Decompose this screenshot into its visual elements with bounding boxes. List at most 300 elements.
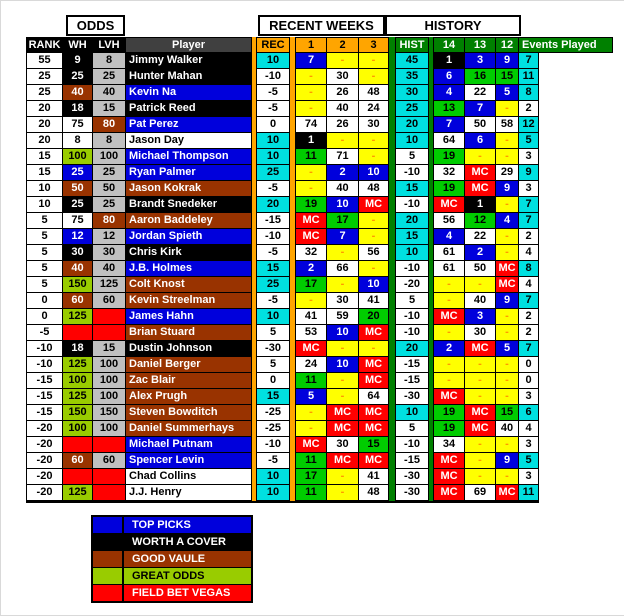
year-2013-finish-cell[interactable]: - (465, 453, 496, 469)
rank-cell[interactable]: -20 (26, 437, 63, 453)
week3-finish-cell[interactable]: - (359, 341, 389, 357)
rank-cell[interactable]: -20 (26, 453, 63, 469)
week1-finish-cell[interactable]: 17 (295, 469, 327, 485)
rank-cell[interactable]: 20 (26, 101, 63, 117)
player-name-cell[interactable]: Alex Prugh (126, 389, 252, 405)
year-2012-finish-cell[interactable]: - (496, 357, 519, 373)
hist-score-cell[interactable]: 20 (395, 213, 429, 229)
wh-odds-cell[interactable]: 125 (63, 485, 93, 501)
hist-score-cell[interactable]: 20 (395, 341, 429, 357)
rec-score-cell[interactable]: 20 (256, 197, 290, 213)
wh-odds-cell[interactable] (63, 325, 93, 341)
lvh-odds-cell[interactable] (93, 469, 126, 485)
events-played-cell[interactable]: 8 (519, 261, 539, 277)
lvh-odds-cell[interactable]: 30 (93, 245, 126, 261)
lvh-odds-cell[interactable] (93, 325, 126, 341)
events-played-cell[interactable]: 0 (519, 373, 539, 389)
player-name-cell[interactable]: Jason Day (126, 133, 252, 149)
year-2014-finish-cell[interactable]: 7 (433, 117, 465, 133)
year-2012-finish-cell[interactable]: MC (496, 261, 519, 277)
week3-finish-cell[interactable]: - (359, 53, 389, 69)
year-2014-finish-cell[interactable]: 4 (433, 85, 465, 101)
year-2014-finish-cell[interactable]: 1 (433, 53, 465, 69)
rec-score-cell[interactable]: -5 (256, 181, 290, 197)
year-2012-finish-cell[interactable]: 9 (496, 453, 519, 469)
rec-score-cell[interactable]: -10 (256, 229, 290, 245)
wh-odds-cell[interactable]: 150 (63, 277, 93, 293)
week1-finish-cell[interactable]: - (295, 165, 327, 181)
year-2014-finish-cell[interactable]: - (433, 277, 465, 293)
player-name-cell[interactable]: Hunter Mahan (126, 69, 252, 85)
lvh-odds-cell[interactable]: 80 (93, 117, 126, 133)
year-2014-finish-cell[interactable]: - (433, 357, 465, 373)
hist-score-cell[interactable]: 10 (395, 133, 429, 149)
events-played-cell[interactable]: 4 (519, 277, 539, 293)
lvh-odds-cell[interactable]: 15 (93, 101, 126, 117)
year-2013-finish-cell[interactable]: MC (465, 165, 496, 181)
week3-finish-cell[interactable]: - (359, 133, 389, 149)
rank-cell[interactable]: 20 (26, 133, 63, 149)
wh-odds-cell[interactable]: 75 (63, 213, 93, 229)
week2-finish-cell[interactable]: - (327, 373, 359, 389)
week2-finish-cell[interactable]: - (327, 53, 359, 69)
year-2014-finish-cell[interactable]: 19 (433, 405, 465, 421)
week1-finish-cell[interactable]: - (295, 405, 327, 421)
events-played-cell[interactable]: 7 (519, 293, 539, 309)
week3-finish-cell[interactable]: MC (359, 197, 389, 213)
rank-cell[interactable]: 5 (26, 213, 63, 229)
week2-finish-cell[interactable]: 26 (327, 85, 359, 101)
rec-score-cell[interactable]: -5 (256, 293, 290, 309)
wh-odds-cell[interactable]: 100 (63, 149, 93, 165)
wh-odds-cell[interactable]: 25 (63, 197, 93, 213)
hist-score-cell[interactable]: -30 (395, 469, 429, 485)
week1-finish-cell[interactable]: 2 (295, 261, 327, 277)
player-name-cell[interactable]: Zac Blair (126, 373, 252, 389)
wh-odds-cell[interactable]: 60 (63, 293, 93, 309)
rec-score-cell[interactable]: -10 (256, 437, 290, 453)
year-2013-finish-cell[interactable]: 7 (465, 101, 496, 117)
week3-finish-cell[interactable]: MC (359, 373, 389, 389)
hist-score-cell[interactable]: 25 (395, 101, 429, 117)
events-played-cell[interactable]: 5 (519, 133, 539, 149)
year-2013-finish-cell[interactable]: 3 (465, 53, 496, 69)
week3-finish-cell[interactable]: 48 (359, 485, 389, 501)
week1-finish-cell[interactable]: 32 (295, 245, 327, 261)
hist-score-cell[interactable]: -15 (395, 373, 429, 389)
lvh-odds-cell[interactable]: 12 (93, 229, 126, 245)
player-name-cell[interactable]: Jordan Spieth (126, 229, 252, 245)
year-2012-finish-cell[interactable]: 58 (496, 117, 519, 133)
rank-cell[interactable]: -5 (26, 325, 63, 341)
lvh-odds-cell[interactable]: 80 (93, 213, 126, 229)
rank-cell[interactable]: 55 (26, 53, 63, 69)
rank-cell[interactable]: -20 (26, 421, 63, 437)
week2-finish-cell[interactable]: 7 (327, 229, 359, 245)
week1-finish-cell[interactable]: 41 (295, 309, 327, 325)
hist-score-cell[interactable]: 5 (395, 293, 429, 309)
hist-score-cell[interactable]: 45 (395, 53, 429, 69)
year-2013-finish-cell[interactable]: 1 (465, 197, 496, 213)
year-2014-finish-cell[interactable]: 2 (433, 341, 465, 357)
events-played-cell[interactable]: 2 (519, 101, 539, 117)
wh-odds-cell[interactable]: 18 (63, 341, 93, 357)
year-2013-finish-cell[interactable]: MC (465, 181, 496, 197)
events-played-cell[interactable]: 6 (519, 405, 539, 421)
year-2014-finish-cell[interactable]: 61 (433, 245, 465, 261)
week1-finish-cell[interactable]: MC (295, 437, 327, 453)
lvh-odds-cell[interactable]: 8 (93, 53, 126, 69)
rank-cell[interactable]: 15 (26, 149, 63, 165)
year-2014-finish-cell[interactable]: 32 (433, 165, 465, 181)
week3-finish-cell[interactable]: - (359, 149, 389, 165)
year-2013-finish-cell[interactable]: 40 (465, 293, 496, 309)
year-2012-finish-cell[interactable]: MC (496, 485, 519, 501)
week1-finish-cell[interactable]: 53 (295, 325, 327, 341)
week1-finish-cell[interactable]: - (295, 421, 327, 437)
year-2013-finish-cell[interactable]: 2 (465, 245, 496, 261)
year-2014-finish-cell[interactable]: MC (433, 389, 465, 405)
rec-score-cell[interactable]: 10 (256, 133, 290, 149)
rec-score-cell[interactable]: -5 (256, 453, 290, 469)
year-2012-finish-cell[interactable]: 4 (496, 213, 519, 229)
week2-finish-cell[interactable]: - (327, 485, 359, 501)
week2-finish-cell[interactable]: - (327, 341, 359, 357)
player-name-cell[interactable]: Spencer Levin (126, 453, 252, 469)
year-2012-finish-cell[interactable]: - (496, 133, 519, 149)
hist-score-cell[interactable]: -10 (395, 309, 429, 325)
year-2014-finish-cell[interactable]: 13 (433, 101, 465, 117)
year-2013-finish-cell[interactable]: 50 (465, 261, 496, 277)
hist-score-cell[interactable]: 10 (395, 245, 429, 261)
year-2014-finish-cell[interactable]: - (433, 325, 465, 341)
week2-finish-cell[interactable]: 66 (327, 261, 359, 277)
player-name-cell[interactable]: Aaron Baddeley (126, 213, 252, 229)
rank-cell[interactable]: 15 (26, 165, 63, 181)
week3-finish-cell[interactable]: 20 (359, 309, 389, 325)
wh-odds-cell[interactable]: 40 (63, 261, 93, 277)
hist-score-cell[interactable]: -10 (395, 261, 429, 277)
week1-finish-cell[interactable]: 24 (295, 357, 327, 373)
week2-finish-cell[interactable]: 40 (327, 181, 359, 197)
week1-finish-cell[interactable]: 11 (295, 485, 327, 501)
events-played-cell[interactable]: 9 (519, 165, 539, 181)
rank-cell[interactable]: -20 (26, 485, 63, 501)
year-2013-finish-cell[interactable]: - (465, 389, 496, 405)
rank-cell[interactable]: -10 (26, 341, 63, 357)
year-2013-finish-cell[interactable]: MC (465, 421, 496, 437)
rec-score-cell[interactable]: 25 (256, 165, 290, 181)
week3-finish-cell[interactable]: - (359, 229, 389, 245)
week1-finish-cell[interactable]: MC (295, 213, 327, 229)
year-2013-finish-cell[interactable]: 22 (465, 229, 496, 245)
player-name-cell[interactable]: J.J. Henry (126, 485, 252, 501)
events-played-cell[interactable]: 2 (519, 325, 539, 341)
year-2013-finish-cell[interactable]: 30 (465, 325, 496, 341)
wh-odds-cell[interactable]: 18 (63, 101, 93, 117)
events-played-cell[interactable]: 5 (519, 453, 539, 469)
rec-score-cell[interactable]: -5 (256, 85, 290, 101)
player-name-cell[interactable]: Kevin Streelman (126, 293, 252, 309)
week2-finish-cell[interactable]: 26 (327, 117, 359, 133)
week2-finish-cell[interactable]: - (327, 245, 359, 261)
rec-score-cell[interactable]: -10 (256, 69, 290, 85)
week3-finish-cell[interactable]: MC (359, 405, 389, 421)
year-2012-finish-cell[interactable]: 9 (496, 181, 519, 197)
week2-finish-cell[interactable]: 10 (327, 357, 359, 373)
events-played-cell[interactable]: 3 (519, 389, 539, 405)
player-name-cell[interactable]: Daniel Summerhays (126, 421, 252, 437)
year-2013-finish-cell[interactable]: 6 (465, 133, 496, 149)
wh-odds-cell[interactable]: 100 (63, 421, 93, 437)
year-2012-finish-cell[interactable]: 40 (496, 421, 519, 437)
rank-cell[interactable]: 5 (26, 261, 63, 277)
rank-cell[interactable]: -15 (26, 405, 63, 421)
rank-cell[interactable]: 5 (26, 245, 63, 261)
rank-cell[interactable]: 0 (26, 293, 63, 309)
hist-score-cell[interactable]: 20 (395, 117, 429, 133)
player-name-cell[interactable]: Colt Knost (126, 277, 252, 293)
wh-odds-cell[interactable]: 12 (63, 229, 93, 245)
week2-finish-cell[interactable]: MC (327, 421, 359, 437)
year-2013-finish-cell[interactable]: - (465, 149, 496, 165)
week1-finish-cell[interactable]: 11 (295, 373, 327, 389)
events-played-cell[interactable]: 7 (519, 197, 539, 213)
rec-score-cell[interactable]: 10 (256, 53, 290, 69)
week3-finish-cell[interactable]: 41 (359, 469, 389, 485)
hist-score-cell[interactable]: 10 (395, 405, 429, 421)
rec-score-cell[interactable]: -15 (256, 213, 290, 229)
week1-finish-cell[interactable]: - (295, 181, 327, 197)
events-played-cell[interactable]: 2 (519, 229, 539, 245)
year-2014-finish-cell[interactable]: 61 (433, 261, 465, 277)
hist-score-cell[interactable]: 5 (395, 149, 429, 165)
events-played-cell[interactable]: 0 (519, 357, 539, 373)
lvh-odds-cell[interactable]: 15 (93, 341, 126, 357)
rec-score-cell[interactable]: -30 (256, 341, 290, 357)
year-2014-finish-cell[interactable]: 34 (433, 437, 465, 453)
events-played-cell[interactable]: 11 (519, 69, 539, 85)
year-2014-finish-cell[interactable]: 4 (433, 229, 465, 245)
lvh-odds-cell[interactable]: 100 (93, 389, 126, 405)
week1-finish-cell[interactable]: 11 (295, 453, 327, 469)
year-2014-finish-cell[interactable]: 19 (433, 181, 465, 197)
events-played-cell[interactable]: 8 (519, 85, 539, 101)
year-2012-finish-cell[interactable]: 5 (496, 85, 519, 101)
year-2013-finish-cell[interactable]: MC (465, 341, 496, 357)
week3-finish-cell[interactable]: - (359, 213, 389, 229)
lvh-odds-cell[interactable]: 60 (93, 453, 126, 469)
rec-score-cell[interactable]: -25 (256, 421, 290, 437)
year-2012-finish-cell[interactable]: - (496, 389, 519, 405)
lvh-odds-cell[interactable]: 100 (93, 357, 126, 373)
week3-finish-cell[interactable]: 15 (359, 437, 389, 453)
player-name-cell[interactable]: Ryan Palmer (126, 165, 252, 181)
week2-finish-cell[interactable]: 17 (327, 213, 359, 229)
week1-finish-cell[interactable]: - (295, 101, 327, 117)
rec-score-cell[interactable]: -5 (256, 101, 290, 117)
hist-score-cell[interactable]: -10 (395, 197, 429, 213)
rec-score-cell[interactable]: 25 (256, 277, 290, 293)
year-2012-finish-cell[interactable]: - (496, 309, 519, 325)
year-2014-finish-cell[interactable]: MC (433, 309, 465, 325)
week2-finish-cell[interactable]: 71 (327, 149, 359, 165)
lvh-odds-cell[interactable]: 150 (93, 405, 126, 421)
player-name-cell[interactable]: Chad Collins (126, 469, 252, 485)
wh-odds-cell[interactable]: 9 (63, 53, 93, 69)
rec-score-cell[interactable]: 10 (256, 309, 290, 325)
rec-score-cell[interactable]: 10 (256, 469, 290, 485)
year-2012-finish-cell[interactable]: - (496, 197, 519, 213)
year-2014-finish-cell[interactable]: MC (433, 469, 465, 485)
week3-finish-cell[interactable]: 64 (359, 389, 389, 405)
year-2013-finish-cell[interactable]: - (465, 437, 496, 453)
wh-odds-cell[interactable]: 150 (63, 405, 93, 421)
events-played-cell[interactable]: 2 (519, 309, 539, 325)
player-name-cell[interactable]: Jimmy Walker (126, 53, 252, 69)
year-2013-finish-cell[interactable]: 12 (465, 213, 496, 229)
lvh-odds-cell[interactable]: 25 (93, 69, 126, 85)
week1-finish-cell[interactable]: 17 (295, 277, 327, 293)
year-2012-finish-cell[interactable]: - (496, 373, 519, 389)
year-2012-finish-cell[interactable]: - (496, 101, 519, 117)
player-name-cell[interactable]: Michael Thompson (126, 149, 252, 165)
year-2014-finish-cell[interactable]: MC (433, 197, 465, 213)
hist-score-cell[interactable]: -10 (395, 325, 429, 341)
week3-finish-cell[interactable]: 30 (359, 117, 389, 133)
player-name-cell[interactable]: Dustin Johnson (126, 341, 252, 357)
year-2012-finish-cell[interactable]: 15 (496, 69, 519, 85)
lvh-odds-cell[interactable]: 40 (93, 85, 126, 101)
week3-finish-cell[interactable]: MC (359, 325, 389, 341)
week2-finish-cell[interactable]: - (327, 277, 359, 293)
week3-finish-cell[interactable]: 41 (359, 293, 389, 309)
year-2014-finish-cell[interactable]: - (433, 373, 465, 389)
rec-score-cell[interactable]: 5 (256, 325, 290, 341)
week1-finish-cell[interactable]: - (295, 69, 327, 85)
week2-finish-cell[interactable]: 59 (327, 309, 359, 325)
year-2014-finish-cell[interactable]: MC (433, 453, 465, 469)
week3-finish-cell[interactable]: - (359, 261, 389, 277)
year-2013-finish-cell[interactable]: - (465, 469, 496, 485)
year-2013-finish-cell[interactable]: 3 (465, 309, 496, 325)
year-2012-finish-cell[interactable]: - (496, 469, 519, 485)
hist-score-cell[interactable]: -15 (395, 453, 429, 469)
lvh-odds-cell[interactable] (93, 437, 126, 453)
week1-finish-cell[interactable]: 74 (295, 117, 327, 133)
hist-score-cell[interactable]: -15 (395, 357, 429, 373)
year-2012-finish-cell[interactable]: 29 (496, 165, 519, 181)
events-played-cell[interactable]: 3 (519, 469, 539, 485)
rank-cell[interactable]: 25 (26, 69, 63, 85)
events-played-cell[interactable]: 3 (519, 437, 539, 453)
rank-cell[interactable]: -20 (26, 469, 63, 485)
year-2012-finish-cell[interactable]: 5 (496, 341, 519, 357)
year-2012-finish-cell[interactable]: 9 (496, 53, 519, 69)
rec-score-cell[interactable]: -25 (256, 405, 290, 421)
year-2014-finish-cell[interactable]: 19 (433, 421, 465, 437)
week2-finish-cell[interactable]: - (327, 133, 359, 149)
wh-odds-cell[interactable]: 75 (63, 117, 93, 133)
week1-finish-cell[interactable]: MC (295, 229, 327, 245)
year-2012-finish-cell[interactable]: 15 (496, 405, 519, 421)
wh-odds-cell[interactable] (63, 437, 93, 453)
week3-finish-cell[interactable]: 10 (359, 277, 389, 293)
hist-score-cell[interactable]: -10 (395, 437, 429, 453)
player-name-cell[interactable]: Kevin Na (126, 85, 252, 101)
hist-score-cell[interactable]: 35 (395, 69, 429, 85)
player-name-cell[interactable]: Steven Bowditch (126, 405, 252, 421)
player-name-cell[interactable]: Pat Perez (126, 117, 252, 133)
rank-cell[interactable]: 5 (26, 277, 63, 293)
rec-score-cell[interactable]: 10 (256, 485, 290, 501)
lvh-odds-cell[interactable]: 50 (93, 181, 126, 197)
week3-finish-cell[interactable]: - (359, 69, 389, 85)
week1-finish-cell[interactable]: 5 (295, 389, 327, 405)
wh-odds-cell[interactable]: 125 (63, 309, 93, 325)
events-played-cell[interactable]: 7 (519, 213, 539, 229)
player-name-cell[interactable]: Jason Kokrak (126, 181, 252, 197)
rank-cell[interactable]: 20 (26, 117, 63, 133)
year-2014-finish-cell[interactable]: 56 (433, 213, 465, 229)
player-name-cell[interactable]: Brandt Snedeker (126, 197, 252, 213)
week2-finish-cell[interactable]: MC (327, 405, 359, 421)
rank-cell[interactable]: -15 (26, 389, 63, 405)
week1-finish-cell[interactable]: 1 (295, 133, 327, 149)
rank-cell[interactable]: -10 (26, 357, 63, 373)
hist-score-cell[interactable]: -30 (395, 389, 429, 405)
rec-score-cell[interactable]: 0 (256, 373, 290, 389)
week3-finish-cell[interactable]: MC (359, 357, 389, 373)
wh-odds-cell[interactable]: 125 (63, 389, 93, 405)
hist-score-cell[interactable]: -30 (395, 485, 429, 501)
year-2013-finish-cell[interactable]: 22 (465, 85, 496, 101)
rec-score-cell[interactable]: 5 (256, 357, 290, 373)
week2-finish-cell[interactable]: 10 (327, 197, 359, 213)
week2-finish-cell[interactable]: 30 (327, 293, 359, 309)
events-played-cell[interactable]: 3 (519, 149, 539, 165)
year-2012-finish-cell[interactable]: - (496, 149, 519, 165)
lvh-odds-cell[interactable] (93, 309, 126, 325)
rank-cell[interactable]: 25 (26, 85, 63, 101)
player-name-cell[interactable]: Brian Stuard (126, 325, 252, 341)
wh-odds-cell[interactable]: 125 (63, 357, 93, 373)
lvh-odds-cell[interactable]: 100 (93, 149, 126, 165)
year-2013-finish-cell[interactable]: - (465, 277, 496, 293)
wh-odds-cell[interactable]: 8 (63, 133, 93, 149)
rank-cell[interactable]: -15 (26, 373, 63, 389)
week1-finish-cell[interactable]: 7 (295, 53, 327, 69)
week1-finish-cell[interactable]: - (295, 293, 327, 309)
hist-score-cell[interactable]: 5 (395, 421, 429, 437)
hist-score-cell[interactable]: -10 (395, 165, 429, 181)
rec-score-cell[interactable]: 0 (256, 117, 290, 133)
wh-odds-cell[interactable]: 60 (63, 453, 93, 469)
year-2013-finish-cell[interactable]: MC (465, 405, 496, 421)
week3-finish-cell[interactable]: 56 (359, 245, 389, 261)
year-2013-finish-cell[interactable]: 16 (465, 69, 496, 85)
player-name-cell[interactable]: Daniel Berger (126, 357, 252, 373)
year-2012-finish-cell[interactable]: - (496, 437, 519, 453)
week2-finish-cell[interactable]: 30 (327, 437, 359, 453)
week2-finish-cell[interactable]: - (327, 469, 359, 485)
events-played-cell[interactable]: 12 (519, 117, 539, 133)
wh-odds-cell[interactable]: 25 (63, 165, 93, 181)
hist-score-cell[interactable]: 30 (395, 85, 429, 101)
lvh-odds-cell[interactable]: 25 (93, 165, 126, 181)
year-2013-finish-cell[interactable]: 50 (465, 117, 496, 133)
rec-score-cell[interactable]: -5 (256, 245, 290, 261)
